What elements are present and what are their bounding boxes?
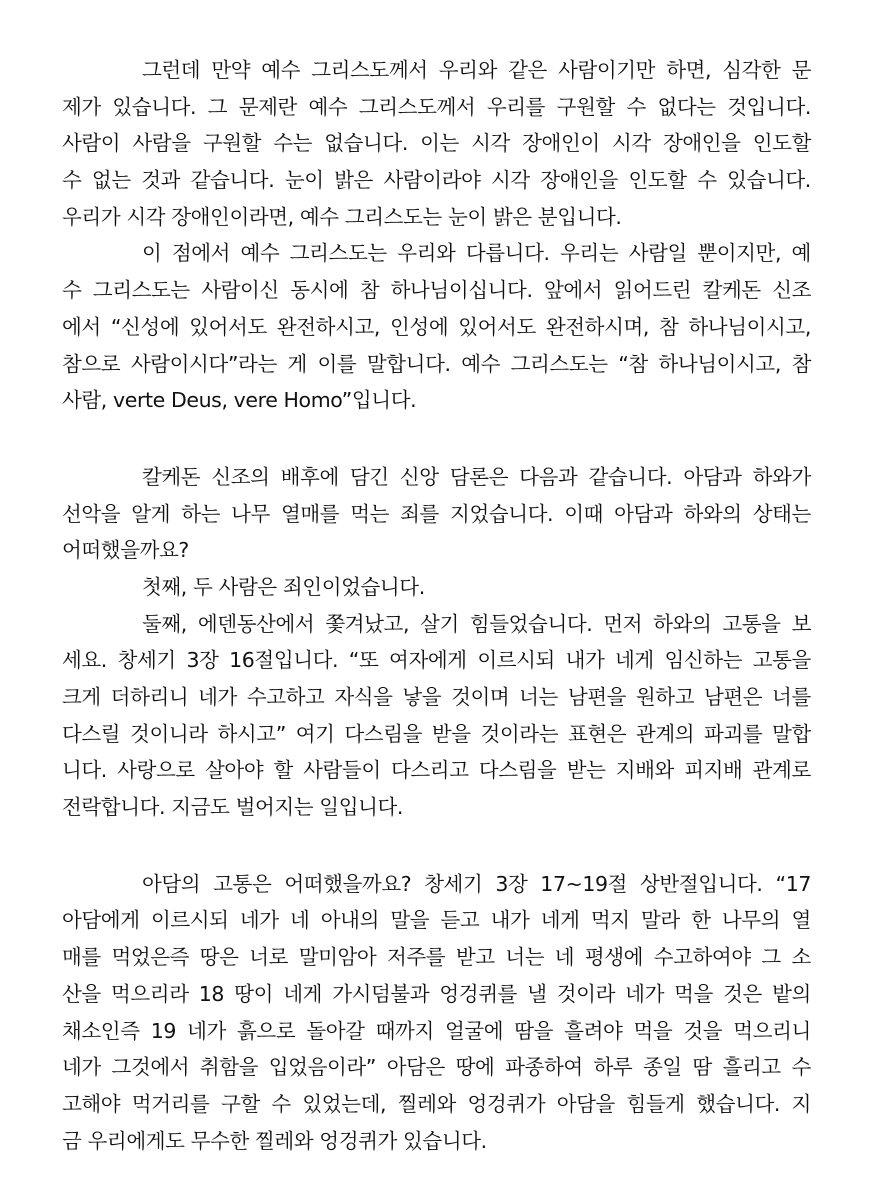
text-line: 제가 있습니다. 그 문제란 예수 그리스도께서 우리를 구원할 수 없다는 것입니다. bbox=[62, 94, 811, 119]
text-line: 산을 먹으리라 18 땅이 네게 가시덤불과 엉겅퀴를 낼 것이라 네가 먹을 것은 밭의 bbox=[62, 981, 811, 1006]
paragraph-4 bbox=[62, 569, 811, 606]
text-line: 그런데 만약 예수 그리스도께서 우리와 같은 사람이기만 하면, 심각한 문 bbox=[142, 58, 811, 82]
text-line: 크게 더하리니 네가 수고하고 자식을 낳을 것이며 너는 남편을 원하고 남편은 너를 bbox=[62, 685, 811, 709]
text-line: 사람, verte Deus, vere Homo”입니다. bbox=[62, 388, 417, 413]
text-line: 참으로 사람이시다”라는 게 이를 말합니다. 예수 그리스도는 “참 하나님이시고, 참 bbox=[62, 351, 811, 376]
text-line: 매를 먹었은즉 땅은 너로 말미암아 저주를 받고 너는 네 평생에 수고하여야 그 소 bbox=[62, 945, 811, 970]
text-line: 다스릴 것이니라 하시고” 여기 다스림을 받을 것이라는 표현은 관계의 파괴를 말합 bbox=[62, 721, 811, 746]
text-line: 고해야 먹거리를 구할 수 있었는데, 찔레와 엉겅퀴가 아담을 힘들게 했습니다. 지 bbox=[62, 1091, 811, 1116]
text-line: 둘째, 에덴동산에서 쫓겨났고, 살기 힘들었습니다. 먼저 하와의 고통을 보 bbox=[142, 611, 811, 636]
text-line: 첫째, 두 사람은 죄인이었습니다. bbox=[142, 574, 425, 599]
text-line: 금 우리에게도 무수한 찔레와 엉겅퀴가 있습니다. bbox=[62, 1128, 487, 1153]
paragraph-5 bbox=[62, 606, 811, 826]
paragraph-3 bbox=[62, 459, 811, 569]
text-line: 전락합니다. 지금도 벌어지는 일입니다. bbox=[62, 795, 404, 820]
text-line: 어떠했을까요? bbox=[62, 538, 189, 563]
paragraph-1 bbox=[62, 52, 811, 235]
paragraph-2 bbox=[62, 235, 811, 418]
text-line: 수 그리스도는 사람이신 동시에 참 하나님이십니다. 앞에서 읽어드린 칼케돈 신조 bbox=[62, 278, 811, 303]
text-line: 사람이 사람을 구원할 수는 없습니다. 이는 시각 장애인이 시각 장애인을 인도할 bbox=[62, 131, 811, 156]
text-line: 아담의 고통은 어떠했을까요? 창세기 3장 17~19절 상반절입니다. “17 bbox=[142, 871, 811, 896]
text-line: 채소인즉 19 네가 흙으로 돌아갈 때까지 얼굴에 땀을 흘려야 먹을 것을 먹으리니 bbox=[62, 1018, 811, 1043]
paragraph-gap bbox=[62, 419, 811, 459]
text-line: 세요. 창세기 3장 16절입니다. “또 여자에게 이르시되 내가 네게 임신하는 고통을 bbox=[62, 648, 811, 673]
paragraph-6 bbox=[62, 866, 811, 1160]
text-line: 선악을 알게 하는 나무 열매를 먹는 죄를 지었습니다. 이때 아담과 하와의 상태는 bbox=[62, 501, 811, 526]
text-line: 니다. 사랑으로 살아야 할 사람들이 다스리고 다스림을 받는 지배와 피지배 관계로 bbox=[62, 758, 811, 783]
text-line: 이 점에서 예수 그리스도는 우리와 다릅니다. 우리는 사람일 뿐이지만, 예 bbox=[142, 241, 811, 266]
text-line: 수 없는 것과 같습니다. 눈이 밝은 사람이라야 시각 장애인을 인도할 수 있습니다. bbox=[62, 168, 811, 193]
paragraph-gap bbox=[62, 826, 811, 866]
text-line: 아담에게 이르시되 네가 네 아내의 말을 듣고 내가 네게 먹지 말라 한 나무의 열 bbox=[62, 908, 811, 933]
text-line: 우리가 시각 장애인이라면, 예수 그리스도는 눈이 밝은 분입니다. bbox=[62, 204, 622, 229]
text-line: 칼케돈 신조의 배후에 담긴 신앙 담론은 다음과 같습니다. 아담과 하와가 bbox=[142, 464, 811, 489]
text-line: 에서 “신성에 있어서도 완전하시고, 인성에 있어서도 완전하시며, 참 하나님이시고, bbox=[62, 314, 811, 339]
text-line: 네가 그것에서 취함을 입었음이라” 아담은 땅에 파종하여 하루 종일 땀 흘리고 수 bbox=[62, 1055, 811, 1080]
